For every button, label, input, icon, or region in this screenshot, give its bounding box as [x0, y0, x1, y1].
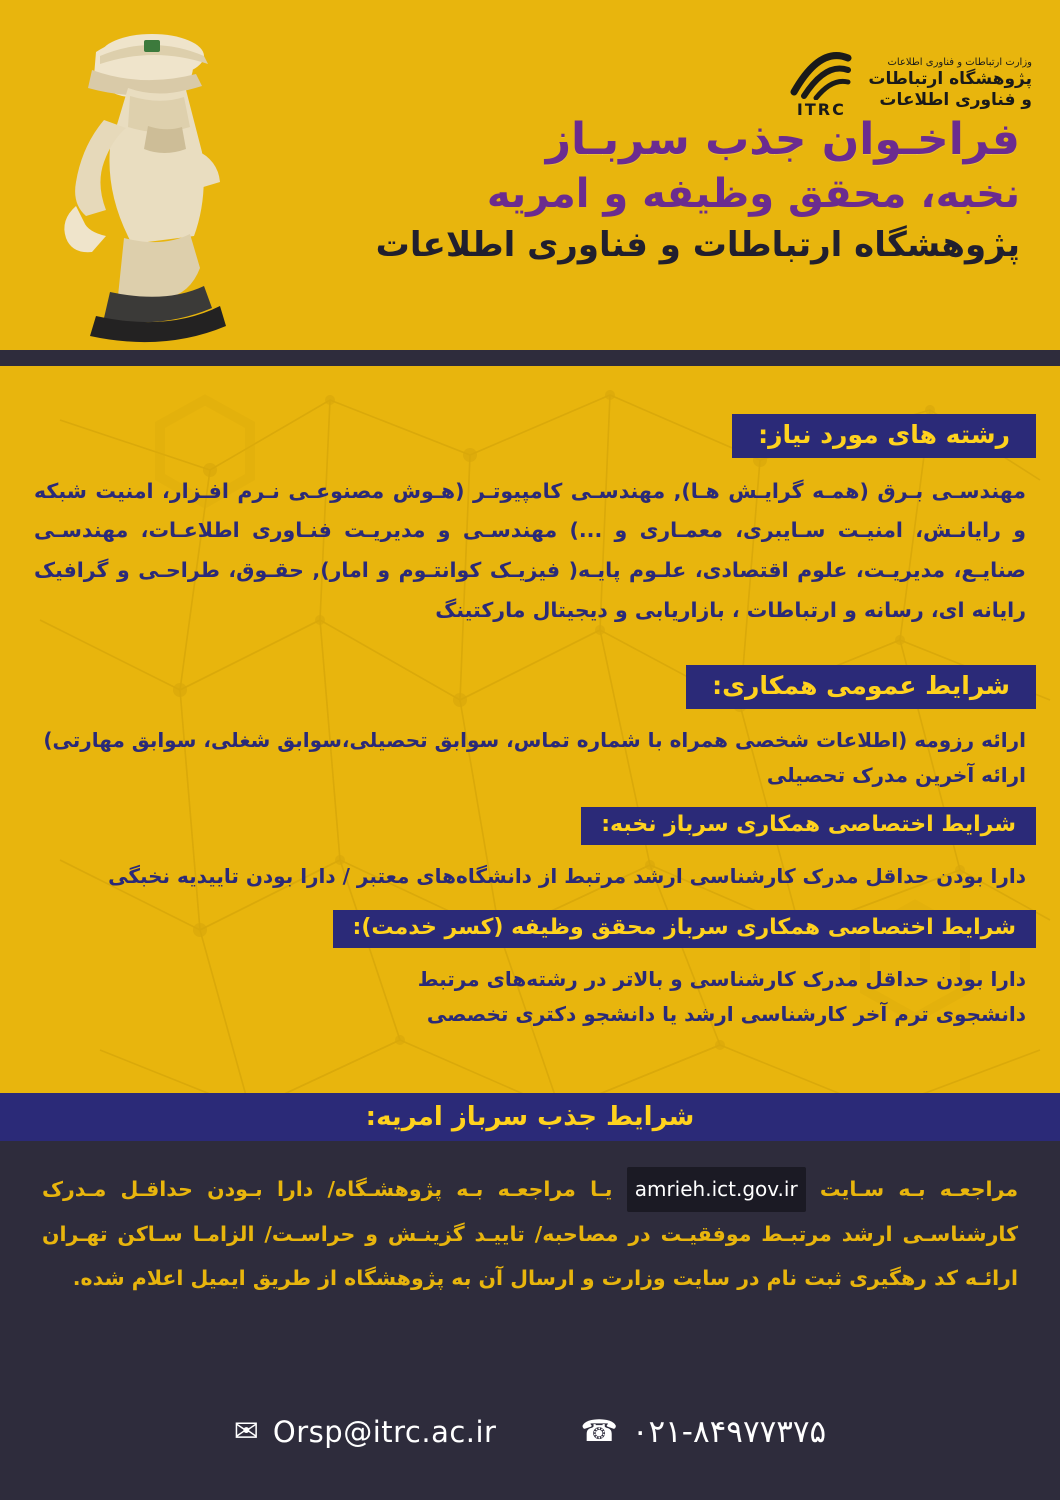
- itrc-logo-mark: [786, 50, 856, 118]
- section-general-head-row: [0, 665, 1060, 709]
- title-line-3: پژوهشگاه ارتباطات و فناوری اطلاعات: [375, 225, 1020, 265]
- org-name-line-2: و فناوری اطلاعات: [879, 90, 1032, 111]
- itrc-logo-text: [868, 57, 1032, 112]
- section-fields-head-row: [0, 414, 1060, 458]
- title-line-1: فراخـوان جذب سربـاز: [545, 114, 1020, 165]
- amrieh-conditions-block: [0, 1141, 1060, 1363]
- email-value: Orsp@itrc.ac.ir: [272, 1414, 497, 1449]
- section-researcher-head-row: [0, 910, 1060, 948]
- org-name-line-1: پژوهشگاه ارتباطات: [868, 69, 1032, 89]
- amrieh-text-after-url: یـا مراجعـه بـه پژوهشـگاه/ دارا بـودن حداقـل مـدرک کارشناسـی ارشد مرتبـط موفقیـت در مصاحبه/ تاییـد گزینـش و حراسـت/ الزامـا سـاکن تهـران ارائـه کد رهگیری ثبت نام در سایت وزارت و ارسال آن به پژوهشگاه از طریق ایمیل اعلام شده.: [42, 1177, 1018, 1291]
- section-heading-general-terms: شرایط عمومی همکاری:: [686, 665, 1036, 709]
- phone-value: ۰۲۱-۸۴۹۷۷۳۷۵: [631, 1413, 827, 1450]
- section-body-general-line-2: ارائه آخرین مدرک تحصیلی: [766, 762, 1026, 787]
- phone-icon: ☎: [580, 1413, 618, 1449]
- swoosh-icon: [786, 50, 856, 100]
- poster-header: [0, 0, 1060, 350]
- ministry-line: وزارت ارتباطات و فناوری اطلاعات: [887, 56, 1032, 68]
- itrc-logo: [786, 50, 1032, 118]
- section-heading-fields: رشته های مورد نیاز:: [732, 414, 1036, 458]
- amrieh-conditions-text: [0, 1141, 1060, 1300]
- amrieh-website-link[interactable]: amrieh.ict.gov.ir: [627, 1167, 806, 1212]
- amrieh-heading: شرایط جذب سرباز امریه:: [365, 1102, 695, 1132]
- title-line-2: نخبه، محقق وظیفه و امریه: [486, 171, 1020, 217]
- poster-title: [375, 112, 1020, 270]
- amrieh-heading-band: [0, 1093, 1060, 1141]
- itrc-acronym: ITRC: [796, 100, 846, 119]
- section-heading-elite-terms: شرایط اختصاصی همکاری سرباز نخبه:: [581, 807, 1036, 845]
- phone-contact[interactable]: [580, 1414, 826, 1450]
- section-body-researcher-line-1: دارا بودن حداقل مدرک کارشناسی و بالاتر در رشته‌های مرتبط: [417, 967, 1026, 992]
- amrieh-text-before-url: مراجعـه بـه سـایت: [819, 1177, 1019, 1201]
- section-elite-head-row: [0, 807, 1060, 845]
- section-body-fields: مهندسـی بـرق (همـه گرایـش هـا), مهندسـی کامپیوتـر (هـوش مصنوعـی نـرم افـزار، امنیت شبکه و رایانـش، امنیـت سـایبری، معمـاری و ...) مهندسـی و مدیریـت فنـاوری اطلاعـات، مهندسـی صنایـع، مدیریـت، علوم اقتصادی، علـوم پایـه( فیزیـک کوانتـوم و امار), حقـوق، طراحـی و گرافیک رایانه ای، رسانه و ارتباطات ، بازاریابی و دیجیتال مارکتینگ: [34, 478, 1026, 623]
- section-body-general-line-1: ارائه رزومه (اطلاعات شخصی همراه با شماره تماس، سوابق تحصیلی،سوابق شغلی، سوابق مهارتی): [43, 727, 1026, 752]
- soldier-photo: [0, 0, 300, 350]
- poster-footer: [0, 1363, 1060, 1500]
- header-divider-bar: [0, 350, 1060, 366]
- email-contact[interactable]: [234, 1415, 497, 1449]
- envelope-icon: ✉: [233, 1413, 259, 1449]
- section-body-elite-line-1: دارا بودن حداقل مدرک کارشناسی ارشد مرتبط از دانشگاه‌های معتبر / دارا بودن تاییدیه نخبگی: [108, 864, 1026, 889]
- section-body-researcher-line-2: دانشجوی ترم آخر کارشناسی ارشد یا دانشجو دکتری تخصصی: [426, 1002, 1026, 1027]
- section-heading-researcher-terms: شرایط اختصاصی همکاری سرباز محقق وظیفه (کسر خدمت):: [333, 910, 1036, 948]
